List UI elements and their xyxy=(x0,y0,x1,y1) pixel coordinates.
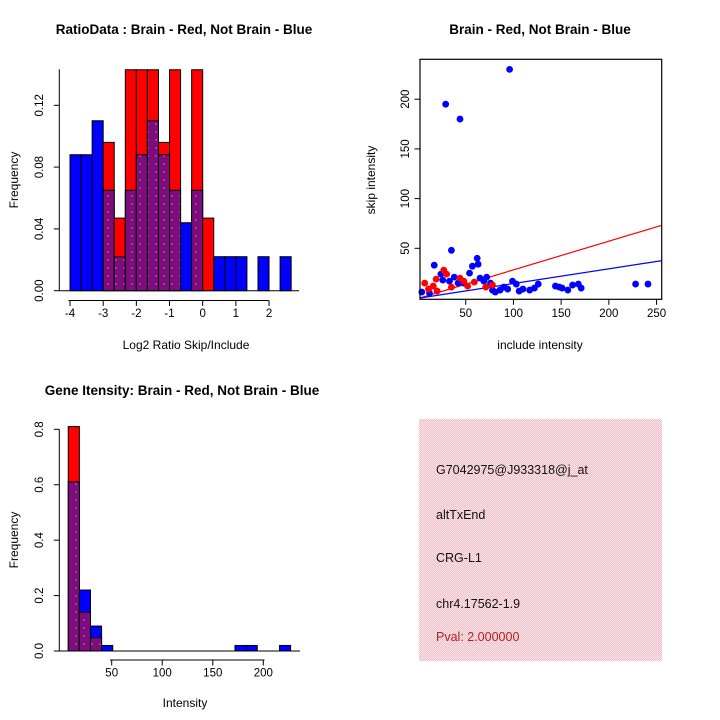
gene_hist-group xyxy=(34,421,300,679)
not_brain-point xyxy=(442,101,449,108)
x-tick-label: 100 xyxy=(503,308,524,320)
histogram-bar xyxy=(225,257,236,291)
x-tick-label: -1 xyxy=(164,308,175,320)
histogram-bar xyxy=(280,257,291,291)
probe-id-text: G7042975@J933318@j_at xyxy=(436,463,588,477)
not_brain-point xyxy=(564,287,571,294)
histogram-overlap-bar xyxy=(103,190,114,290)
not_brain-point xyxy=(520,286,527,293)
histogram-overlap-bar xyxy=(114,257,125,291)
ratio-hist-ylabel: Frequency xyxy=(7,151,21,209)
x-tick-label: 1 xyxy=(232,308,240,320)
not_brain-point xyxy=(569,282,576,289)
gene-name-text: CRG-L1 xyxy=(436,551,482,565)
x-tick-label: 50 xyxy=(105,667,119,680)
y-tick-label: 150 xyxy=(400,139,413,159)
ratio_hist-group xyxy=(34,69,299,320)
x-tick-label: 150 xyxy=(203,667,223,680)
histogram-overlap-bar xyxy=(192,190,203,290)
y-tick-label: 0.8 xyxy=(34,421,47,438)
y-tick-label: 50 xyxy=(400,241,413,255)
plot-box xyxy=(420,59,662,299)
histogram-bar xyxy=(258,257,269,291)
not_brain-point xyxy=(475,261,482,268)
x-tick-label: -3 xyxy=(98,308,109,320)
brain-point xyxy=(489,282,496,289)
histogram-overlap-bar xyxy=(79,612,90,651)
histogram-bar xyxy=(214,257,225,291)
scatter-group xyxy=(400,59,666,320)
not_brain-point xyxy=(457,116,464,123)
brain-point xyxy=(471,279,478,286)
gene-info-panel xyxy=(419,419,662,661)
scatter-xlabel: include intensity xyxy=(497,338,583,352)
not_brain-point xyxy=(466,270,473,277)
y-tick-label: 0.08 xyxy=(34,155,47,179)
y-tick-label: 0.04 xyxy=(34,217,47,241)
histogram-overlap-bar xyxy=(170,190,181,290)
x-tick-label: 200 xyxy=(253,667,273,680)
not_brain-point xyxy=(578,285,585,292)
brain-point xyxy=(464,283,471,290)
histogram-bar xyxy=(81,155,92,291)
y-tick-label: 100 xyxy=(400,189,413,209)
brain-point xyxy=(482,284,489,291)
pval-text: Pval: 2.000000 xyxy=(436,630,520,644)
x-tick-label: 50 xyxy=(459,308,473,320)
y-tick-label: 0.12 xyxy=(34,94,47,117)
histogram-bar xyxy=(181,223,192,291)
x-tick-label: 100 xyxy=(152,667,172,680)
not_brain-point xyxy=(513,281,520,288)
event-type-text: altTxEnd xyxy=(436,508,486,522)
histogram-bar xyxy=(246,645,257,651)
not_brain-point xyxy=(439,277,446,284)
x-tick-label: -2 xyxy=(131,308,142,320)
x-tick-label: -4 xyxy=(64,308,76,320)
brain_fit-line xyxy=(420,225,661,298)
not_brain-point xyxy=(506,66,513,73)
not_brain-point xyxy=(645,281,652,288)
not_brain-point xyxy=(474,255,481,262)
x-tick-label: 0 xyxy=(199,308,206,320)
histogram-bar xyxy=(235,645,246,651)
histogram-bar xyxy=(236,257,247,291)
not_brain-point xyxy=(451,274,458,281)
histogram-bar xyxy=(70,155,81,291)
brain-point xyxy=(421,280,428,287)
y-tick-label: 0.0 xyxy=(34,643,47,659)
gene-hist-xlabel: Intensity xyxy=(162,696,208,710)
histogram-overlap-bar xyxy=(147,121,158,291)
histogram-bar xyxy=(102,645,113,651)
x-tick-label: 150 xyxy=(551,308,571,320)
ratio-hist-xlabel: Log2 Ratio Skip/Include xyxy=(122,338,250,352)
y-tick-label: 0.00 xyxy=(34,279,47,302)
locus-text: chr4.17562-1.9 xyxy=(436,597,521,611)
not_brain-point xyxy=(504,286,511,293)
x-tick-label: 250 xyxy=(646,308,667,320)
y-tick-label: 0.6 xyxy=(34,476,47,493)
ratio-hist-title: RatioData : Brain - Red, Not Brain - Blue xyxy=(55,22,313,37)
scatter-ylabel: skip intensity xyxy=(364,145,378,215)
not_brain-point xyxy=(535,281,542,288)
y-tick-label: 200 xyxy=(400,89,413,109)
y-tick-label: 0.2 xyxy=(34,587,47,604)
brain-point xyxy=(443,271,450,278)
histogram-overlap-bar xyxy=(90,638,101,651)
x-tick-label: 200 xyxy=(599,308,619,320)
histogram-bar xyxy=(279,645,290,651)
y-tick-label: 0.4 xyxy=(34,532,47,549)
not_brain-point xyxy=(448,247,455,254)
brain-point xyxy=(433,276,440,283)
histogram-overlap-bar xyxy=(68,482,79,651)
x-tick-label: 2 xyxy=(265,308,273,320)
not_brain-point xyxy=(632,281,639,288)
histogram-overlap-bar xyxy=(125,190,136,290)
not_brain-point xyxy=(431,262,438,269)
histogram-overlap-bar xyxy=(136,155,147,291)
not_brain-point xyxy=(483,274,490,281)
brain-point xyxy=(434,288,441,295)
brain-point xyxy=(448,284,455,291)
histogram-overlap-bar xyxy=(158,155,169,291)
gene-hist-title: Gene Itensity: Brain - Red, Not Brain - Blue xyxy=(44,383,320,398)
scatter-title: Brain - Red, Not Brain - Blue xyxy=(449,22,631,37)
gene-hist-ylabel: Frequency xyxy=(7,511,21,569)
histogram-bar xyxy=(203,218,214,291)
histogram-bar xyxy=(92,121,103,291)
